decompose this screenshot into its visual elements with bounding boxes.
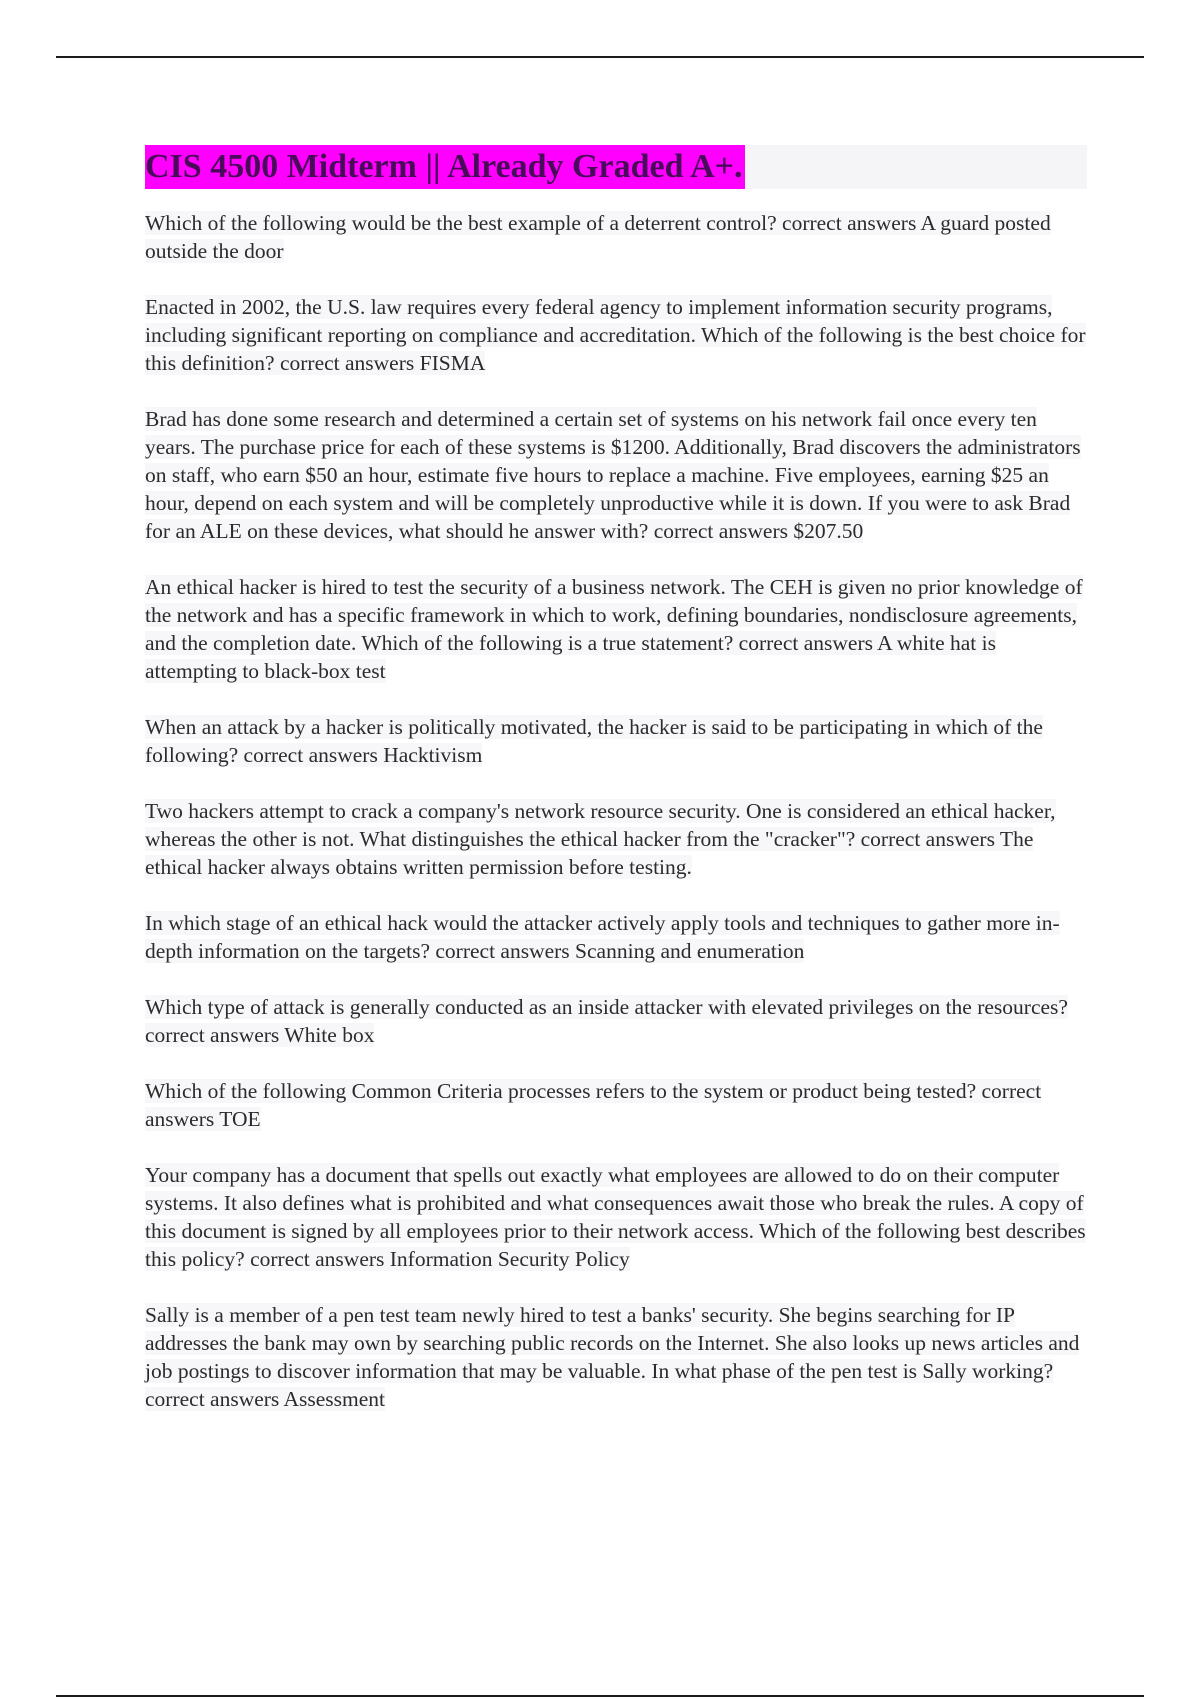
question-text: Two hackers attempt to crack a company's network resource security. One is considered an ethical hacker, whereas the other is not. What distinguishes the ethical hacker from the "cracker"? correct answers The ethical hacker always obtains written permission before testing.: [145, 799, 1056, 879]
question-item-9: [145, 1077, 1087, 1133]
question-item-11: [145, 1301, 1087, 1413]
document-title: CIS 4500 Midterm || Already Graded A+.: [145, 145, 745, 189]
question-text: Which of the following would be the best example of a deterrent control? correct answers A guard posted outside the door: [145, 211, 1051, 263]
question-item-2: [145, 293, 1087, 377]
question-item-6: [145, 797, 1087, 881]
question-text: When an attack by a hacker is politically motivated, the hacker is said to be participating in which of the following? correct answers Hacktivism: [145, 715, 1043, 767]
question-text: Your company has a document that spells out exactly what employees are allowed to do on their computer systems. It also defines what is prohibited and what consequences await those who break the rules. A copy of this document is signed by all employees prior to their network access. Which of the following best describes this policy? correct answers Information Security Policy: [145, 1163, 1086, 1271]
question-text: Which of the following Common Criteria processes refers to the system or product being tested? correct answers TOE: [145, 1079, 1042, 1131]
question-text: An ethical hacker is hired to test the security of a business network. The CEH is given no prior knowledge of the network and has a specific framework in which to work, defining boundaries, nondisclosure agreements, and the completion date. Which of the following is a true statement? correct answers A white hat is attempting to black-box test: [145, 575, 1083, 683]
question-item-5: [145, 713, 1087, 769]
question-text: Brad has done some research and determined a certain set of systems on his network fail once every ten years. The purchase price for each of these systems is $1200. Additionally, Brad discovers the administrators on staff, who earn $50 an hour, estimate five hours to replace a machine. Five employees, earning $25 an hour, depend on each system and will be completely unproductive while it is down. If you were to ask Brad for an ALE on these devices, what should he answer with? correct answers $207.50: [145, 407, 1081, 543]
question-item-1: [145, 209, 1087, 265]
question-item-8: [145, 993, 1087, 1049]
question-text: Sally is a member of a pen test team newly hired to test a banks' security. She begins searching for IP addresses the bank may own by searching public records on the Internet. She also looks up news articles and job postings to discover information that may be valuable. In what phase of the pen test is Sally working? correct answers Assessment: [145, 1303, 1080, 1411]
document-body: [145, 145, 1087, 1441]
title-band: [145, 145, 1087, 189]
question-text: Enacted in 2002, the U.S. law requires every federal agency to implement information security programs, including significant reporting on compliance and accreditation. Which of the following is the best choice for this definition? correct answers FISMA: [145, 295, 1086, 375]
question-item-7: [145, 909, 1087, 965]
question-text: Which type of attack is generally conducted as an inside attacker with elevated privileges on the resources? correct answers White box: [145, 995, 1068, 1047]
question-text: In which stage of an ethical hack would the attacker actively apply tools and techniques to gather more in-depth information on the targets? correct answers Scanning and enumeration: [145, 911, 1060, 963]
question-list: [145, 209, 1087, 1413]
question-item-10: [145, 1161, 1087, 1273]
question-item-3: [145, 405, 1087, 545]
footer-rule: [56, 1695, 1144, 1697]
header-rule: [56, 56, 1144, 58]
question-item-4: [145, 573, 1087, 685]
